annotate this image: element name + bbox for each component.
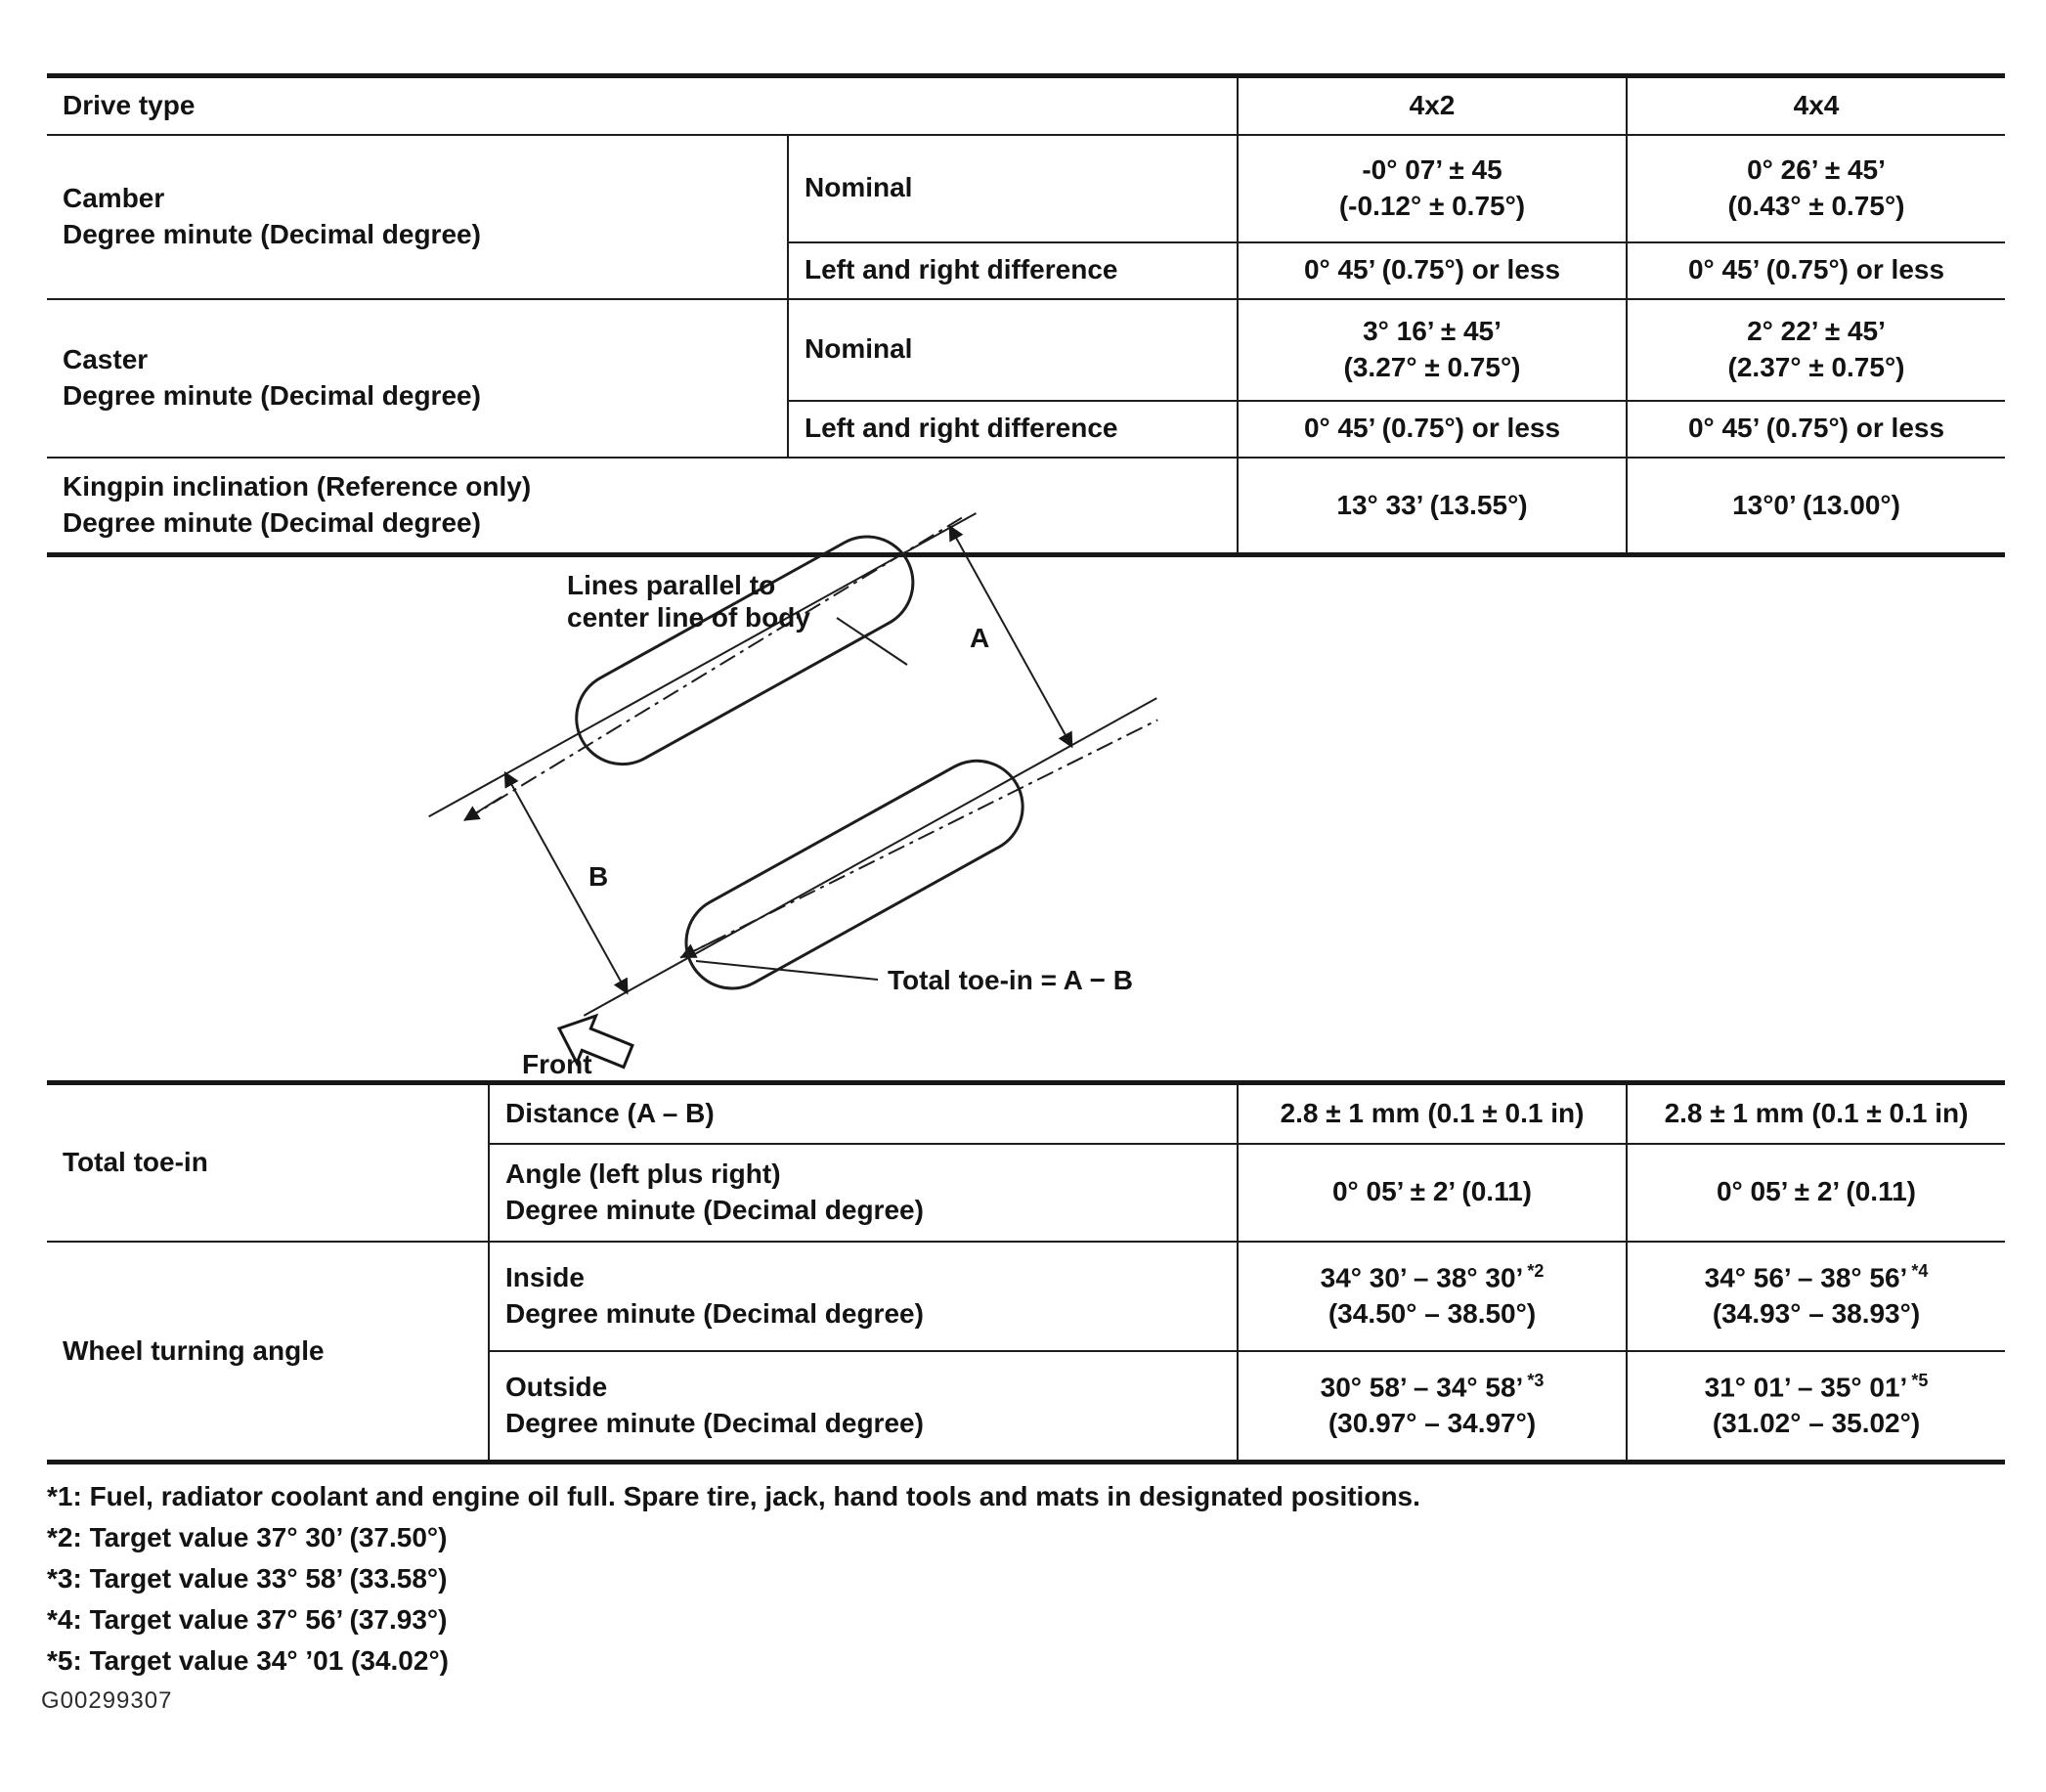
value-line: [1635, 1260, 1997, 1296]
caster-unit: Degree minute (Decimal degree): [63, 379, 481, 411]
footnote-4: *4: Target value 37° 56’ (37.93°): [47, 1604, 448, 1635]
diagram-toe-in-formula: Total toe-in = A − B: [888, 965, 1133, 995]
camber-diff-4x2: 0° 45’ (0.75°) or less: [1238, 242, 1627, 299]
inside-4x2: [1238, 1242, 1627, 1351]
value-line: 2° 22’ ± 45’: [1747, 316, 1886, 347]
drive-type-header: Drive type: [47, 76, 1238, 135]
kingpin-4x4: 13°0’ (13.00°): [1627, 458, 2005, 555]
camber-nominal-4x4: [1627, 135, 2005, 242]
outside-label: Outside: [505, 1372, 608, 1403]
value-line: (30.97° – 34.97°): [1328, 1407, 1537, 1438]
footnote-2: *2: Target value 37° 30’ (37.50°): [47, 1522, 448, 1552]
inside-4x2-range: 34° 30’ – 38° 30’: [1320, 1262, 1524, 1293]
inside-label-cell: [489, 1242, 1238, 1351]
kingpin-unit: Degree minute (Decimal degree): [63, 506, 481, 538]
outside-label-cell: [489, 1351, 1238, 1463]
caster-nominal-4x4: [1627, 299, 2005, 401]
camber-caster-table: [47, 73, 2005, 557]
outside-4x4-range: 31° 01’ – 35° 01’: [1704, 1372, 1908, 1403]
kingpin-4x2: 13° 33’ (13.55°): [1238, 458, 1627, 555]
value-line: 3° 16’ ± 45’: [1363, 316, 1502, 347]
value-line: (2.37° ± 0.75°): [1727, 351, 1905, 382]
caster-nominal-label: Nominal: [788, 299, 1238, 401]
caster-name: Caster: [63, 344, 149, 375]
distance-4x4: 2.8 ± 1 mm (0.1 ± 0.1 in): [1627, 1083, 2005, 1144]
outside-unit: Degree minute (Decimal degree): [505, 1407, 924, 1438]
angle-label: Angle (left plus right): [505, 1158, 781, 1190]
value-line: (31.02° – 35.02°): [1712, 1407, 1921, 1438]
value-line: [1246, 1260, 1618, 1296]
camber-name: Camber: [63, 183, 165, 214]
inside-unit: Degree minute (Decimal degree): [505, 1297, 924, 1329]
toe-in-diagram: [411, 508, 1388, 1095]
diagram-label-parallel-line1: Lines parallel to: [567, 570, 776, 600]
toe-in-turning-table: [47, 1080, 2005, 1464]
outside-4x2: [1238, 1351, 1627, 1463]
footnote-3: *3: Target value 33° 58’ (33.58°): [47, 1563, 448, 1594]
value-line: 0° 26’ ± 45’: [1747, 154, 1886, 186]
diagram-label-front: Front: [522, 1049, 592, 1079]
diagram-label-parallel-line2: center line of body: [567, 602, 810, 633]
value-line: [1635, 1370, 1997, 1406]
caster-diff-4x2: 0° 45’ (0.75°) or less: [1238, 401, 1627, 458]
toe-in-label-cell: Total toe-in: [47, 1083, 489, 1242]
value-line: (34.50° – 38.50°): [1328, 1297, 1537, 1329]
diagram-label-b: B: [588, 861, 609, 892]
diagram-label-a: A: [970, 623, 990, 653]
distance-label: Distance (A – B): [489, 1083, 1238, 1144]
camber-label-cell: [47, 135, 788, 299]
angle-unit: Degree minute (Decimal degree): [505, 1194, 924, 1225]
kingpin-name: Kingpin inclination (Reference only): [63, 471, 532, 503]
value-line: (34.93° – 38.93°): [1712, 1297, 1921, 1329]
inside-4x4: [1627, 1242, 2005, 1351]
distance-4x2: 2.8 ± 1 mm (0.1 ± 0.1 in): [1238, 1083, 1627, 1144]
inside-4x4-range: 34° 56’ – 38° 56’: [1704, 1262, 1908, 1293]
value-line: -0° 07’ ± 45: [1362, 154, 1502, 186]
inside-4x4-note-ref: *4: [1911, 1260, 1929, 1281]
inside-label: Inside: [505, 1262, 585, 1293]
footnote-5: *5: Target value 34° ’01 (34.02°): [47, 1645, 449, 1676]
outside-4x2-range: 30° 58’ – 34° 58’: [1320, 1372, 1524, 1403]
turning-label-cell: Wheel turning angle: [47, 1242, 489, 1463]
caster-nominal-4x2: [1238, 299, 1627, 401]
outside-4x4-note-ref: *5: [1911, 1371, 1929, 1391]
value-line: (0.43° ± 0.75°): [1727, 190, 1905, 221]
caster-label-cell: [47, 299, 788, 458]
caster-diff-4x4: 0° 45’ (0.75°) or less: [1627, 401, 2005, 458]
caster-diff-label: Left and right difference: [788, 401, 1238, 458]
camber-diff-label: Left and right difference: [788, 242, 1238, 299]
camber-nominal-label: Nominal: [788, 135, 1238, 242]
angle-label-cell: [489, 1144, 1238, 1242]
footnote-1: *1: Fuel, radiator coolant and engine oil full. Spare tire, jack, hand tools and mats in designated positions.: [47, 1481, 1420, 1511]
col-header-4x4: 4x4: [1627, 76, 2005, 135]
camber-nominal-4x2: [1238, 135, 1627, 242]
outside-4x4: [1627, 1351, 2005, 1463]
footnotes: [47, 1476, 1420, 1682]
inside-4x2-note-ref: *2: [1527, 1260, 1545, 1281]
col-header-4x2: 4x2: [1238, 76, 1627, 135]
value-line: [1246, 1370, 1618, 1406]
figure-id: G00299307: [41, 1687, 173, 1714]
value-line: (-0.12° ± 0.75°): [1338, 190, 1526, 221]
angle-4x4: 0° 05’ ± 2’ (0.11): [1627, 1144, 2005, 1242]
camber-diff-4x4: 0° 45’ (0.75°) or less: [1627, 242, 2005, 299]
camber-unit: Degree minute (Decimal degree): [63, 218, 481, 249]
outside-4x2-note-ref: *3: [1527, 1371, 1545, 1391]
angle-4x2: 0° 05’ ± 2’ (0.11): [1238, 1144, 1627, 1242]
value-line: (3.27° ± 0.75°): [1343, 351, 1521, 382]
